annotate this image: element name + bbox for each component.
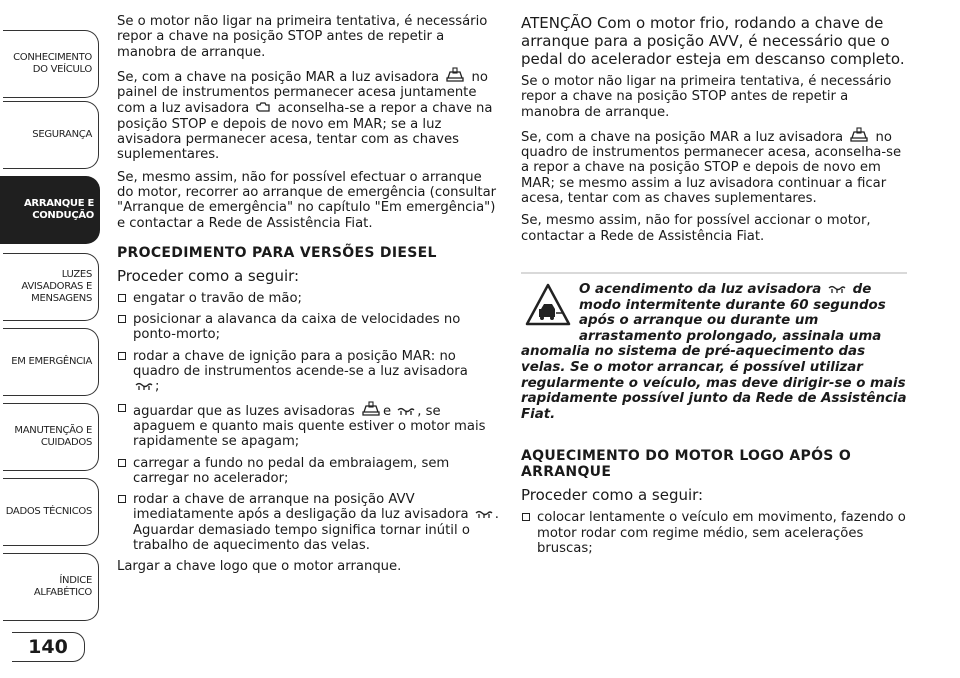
- tab-label: LUZES AVISADORAS E MENSAGENS: [21, 269, 92, 304]
- lead-text: Proceder como a seguir:: [117, 266, 300, 285]
- glow-plug-icon: [828, 285, 846, 295]
- tab-label: ARRANQUE E CONDUÇÃO: [23, 198, 94, 221]
- tab-label: DADOS TÉCNICOS: [5, 506, 92, 517]
- paragraph: [521, 127, 907, 206]
- text: e: [382, 403, 392, 419]
- text: aconselha-se a repor a chave na posição STOP e depois de novo em MAR; se a luz avisadora permanecer acesa, tentar com as chaves suplementares.: [117, 101, 493, 163]
- engine-icon: [255, 100, 271, 114]
- text: no quadro de instrumentos permanecer acesa, aconselha-se a repor a chave na posição STOP e depois de novo em MAR; se mesmo assim a luz avisadora continuar a ficar acesa, tentar com as chaves suplementares.: [521, 129, 902, 207]
- glow-plug-icon: [397, 407, 415, 417]
- tab-label: SEGURANÇA: [32, 129, 92, 140]
- bullet-box-icon: [118, 404, 126, 412]
- bullet-box-icon: [118, 315, 126, 323]
- tab-arranque-e-conducao[interactable]: [0, 176, 100, 244]
- bullet-box-icon: [522, 513, 530, 521]
- text: posicionar a alavanca da caixa de velocidades no ponto-morto;: [133, 312, 461, 343]
- paragraph: Se, mesmo assim, não for possível efectuar o arranque do motor, recorrer ao arranque de emergência (consultar "Arranque de emergência" no capítulo "Em emergência") e contactar a Rede de Assistência Fiat.: [117, 169, 497, 231]
- tab-indice-alfabetico[interactable]: [3, 553, 99, 621]
- right-column: [521, 14, 907, 562]
- text: colocar lentamente o veículo em movimento, fazendo o motor rodar com regime médio, sem acelerações bruscas;: [537, 510, 906, 556]
- immobilizer-car-icon: [361, 401, 381, 417]
- paragraph: [117, 67, 502, 163]
- text: Se, com a chave na posição MAR a luz avisadora: [521, 129, 844, 145]
- divider: [521, 272, 907, 274]
- tab-seguranca[interactable]: [3, 101, 99, 169]
- text: ;: [155, 379, 160, 395]
- text: Se, com a chave na posição MAR a luz avisadora: [117, 69, 440, 85]
- list-item: [117, 349, 502, 395]
- paragraph: Largar a chave logo que o motor arranque.: [117, 559, 402, 575]
- list-item: [117, 492, 502, 553]
- lead-text: Proceder como a seguir:: [521, 486, 704, 505]
- tab-em-emergencia[interactable]: [3, 328, 99, 396]
- warning-triangle-icon: [525, 282, 571, 328]
- list-item: [117, 291, 502, 306]
- list-item: [117, 312, 502, 343]
- text: . Aguardar demasiado tempo significa tornar inútil o trabalho de aquecimento das velas.: [133, 507, 499, 554]
- tab-dados-tecnicos[interactable]: [3, 478, 99, 546]
- page-number: 140: [12, 632, 85, 662]
- text: no painel de instrumentos permanecer acesa juntamente com a luz avisadora: [117, 69, 488, 117]
- paragraph: Se o motor não ligar na primeira tentativa, é necessário repor a chave na posição STOP antes de repetir a manobra de arranque.: [521, 74, 892, 120]
- list-item: [521, 510, 907, 556]
- text: aguardar que as luzes avisadoras: [133, 403, 355, 419]
- tab-label: EM EMERGÊNCIA: [11, 356, 92, 367]
- text: rodar a chave de ignição para a posição MAR: no quadro de instrumentos acende-se a luz avisadora: [133, 348, 468, 380]
- bullet-box-icon: [118, 495, 126, 503]
- procedure-list: [521, 510, 907, 556]
- section-heading: AQUECIMENTO DO MOTOR LOGO APÓS O ARRANQUE: [521, 448, 852, 481]
- tab-conhecimento-do-veiculo[interactable]: [3, 30, 99, 98]
- bullet-box-icon: [118, 459, 126, 467]
- immobilizer-car-icon: [849, 127, 869, 143]
- tab-manutencao-e-cuidados[interactable]: [3, 403, 99, 471]
- attention-paragraph: ATENÇÃO Com o motor frio, rodando a chave de arranque para a posição AVV, é necessário que o pedal do acelerador esteja em descanso completo.: [521, 14, 905, 68]
- tab-label: MANUTENÇÃO E CUIDADOS: [14, 425, 92, 448]
- glow-plug-icon: [475, 510, 493, 520]
- procedure-list: [117, 291, 502, 553]
- text: de modo intermitente durante 60 segundos após o arranque ou durante um arrastamento prolongado, assinala uma anomalia no sistema de pré-aquecimento das velas. Se o motor arrancar, é possível utilizar regularmente o veículo, mas deve dirigir-se o mais rapidamente possível junto da Rede de Assistência Fiat.: [521, 281, 907, 422]
- paragraph: Se o motor não ligar na primeira tentativa, é necessário repor a chave na posição STOP antes de repetir a manobra de arranque.: [117, 14, 488, 60]
- section-heading: PROCEDIMENTO PARA VERSÕES DIESEL: [117, 244, 437, 261]
- text: rodar a chave de arranque na posição AVV imediatamente após a desligação da luz avisadora: [133, 492, 469, 523]
- text: , se apaguem e quanto mais quente estiver o motor mais rapidamente se apagam;: [133, 403, 486, 450]
- tab-label: CONHECIMENTO DO VEÍCULO: [13, 52, 92, 75]
- bullet-box-icon: [118, 352, 126, 360]
- text: engatar o travão de mão;: [133, 290, 302, 306]
- warning-note: [521, 282, 907, 422]
- paragraph: Se, mesmo assim, não for possível accionar o motor, contactar a Rede de Assistência Fiat.: [521, 213, 871, 244]
- tab-label: ÍNDICE ALFABÉTICO: [33, 575, 92, 598]
- glow-plug-icon: [135, 382, 153, 392]
- text: carregar a fundo no pedal da embraiagem, sem carregar no acelerador;: [133, 455, 450, 486]
- bullet-box-icon: [118, 294, 126, 302]
- list-item: [117, 456, 502, 487]
- tab-luzes-avisadoras[interactable]: [3, 253, 99, 321]
- left-column: [117, 14, 502, 582]
- text: O acendimento da luz avisadora: [579, 281, 822, 297]
- immobilizer-car-icon: [445, 67, 465, 83]
- list-item: [117, 401, 502, 450]
